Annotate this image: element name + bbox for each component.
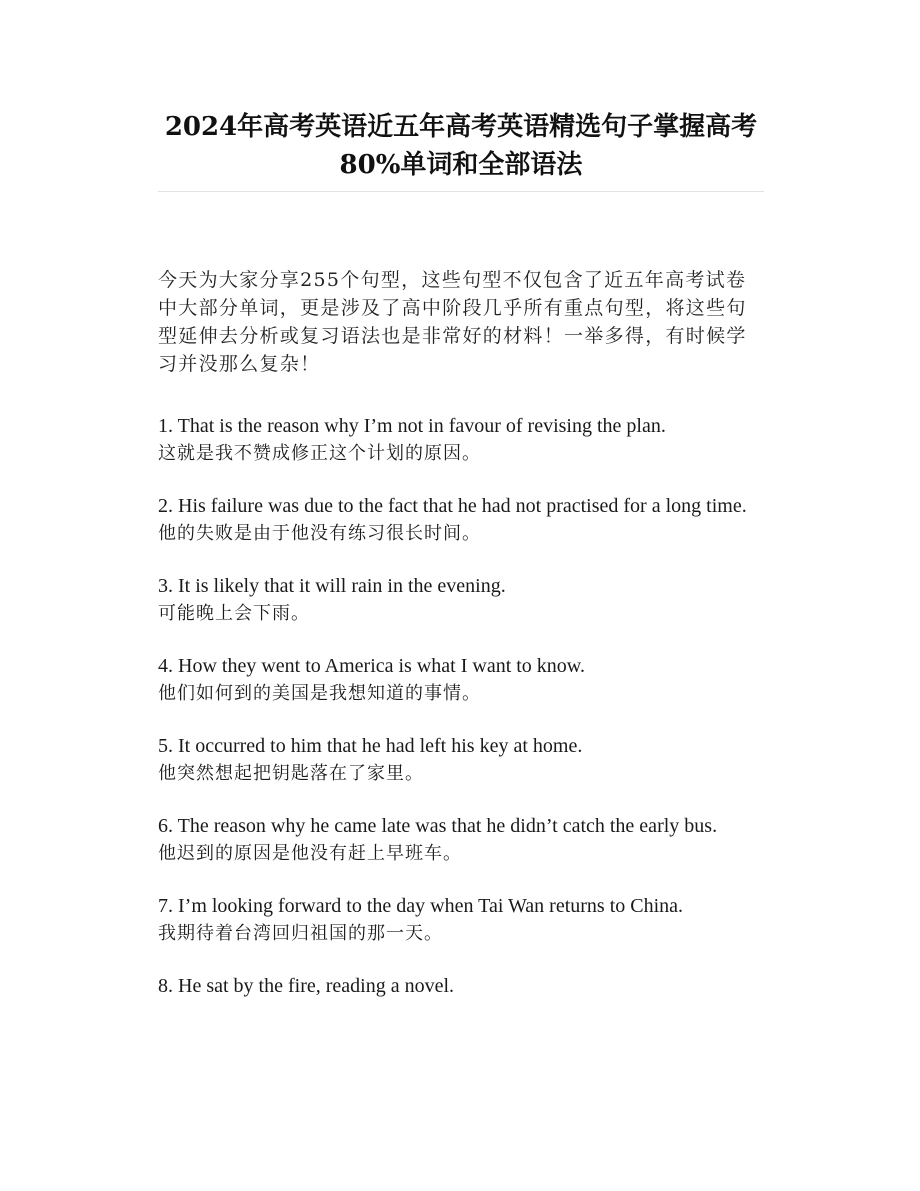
- sentence-item: [158, 493, 764, 547]
- sentence-english: 3. It is likely that it will rain in the evening.: [158, 575, 506, 597]
- sentence-list: [158, 413, 764, 1026]
- page-title: 2024年高考英语近五年高考英语精选句子掌握高考80%单词和全部语法: [164, 112, 758, 180]
- sentence-english: 5. It occurred to him that he had left his key at home.: [158, 735, 583, 757]
- sentence-english: 4. How they went to America is what I want to know.: [158, 655, 585, 677]
- sentence-chinese: 可能晚上会下雨。: [158, 603, 310, 624]
- sentence-chinese: 他的失败是由于他没有练习很长时间。: [158, 523, 481, 544]
- title-divider: [158, 191, 764, 192]
- sentence-item: [158, 573, 764, 627]
- sentence-item: [158, 893, 764, 947]
- sentence-item: [158, 733, 764, 787]
- sentence-chinese: 我期待着台湾回归祖国的那一天。: [158, 923, 443, 944]
- sentence-english: 6. The reason why he came late was that he didn’t catch the early bus.: [158, 815, 718, 837]
- sentence-english: 1. That is the reason why I’m not in favour of revising the plan.: [158, 415, 666, 437]
- sentence-item: [158, 973, 764, 1000]
- sentence-chinese: 他迟到的原因是他没有赶上早班车。: [158, 843, 462, 864]
- sentence-chinese: 他突然想起把钥匙落在了家里。: [158, 763, 424, 784]
- sentence-english: 7. I’m looking forward to the day when Tai Wan returns to China.: [158, 895, 684, 917]
- sentence-chinese: 这就是我不赞成修正这个计划的原因。: [158, 443, 481, 464]
- intro-paragraph: 今天为大家分享255个句型，这些句型不仅包含了近五年高考试卷中大部分单词，更是涉及了高中阶段几乎所有重点句型，将这些句型延伸去分析或复习语法也是非常好的材料！一举多得，有时候学习并没那么复杂！: [158, 269, 747, 375]
- sentence-item: [158, 813, 764, 867]
- sentence-item: [158, 413, 764, 467]
- sentence-english: 8. He sat by the fire, reading a novel.: [158, 975, 455, 997]
- sentence-item: [158, 653, 764, 707]
- sentence-english: 2. His failure was due to the fact that he had not practised for a long time.: [158, 495, 747, 517]
- sentence-chinese: 他们如何到的美国是我想知道的事情。: [158, 683, 481, 704]
